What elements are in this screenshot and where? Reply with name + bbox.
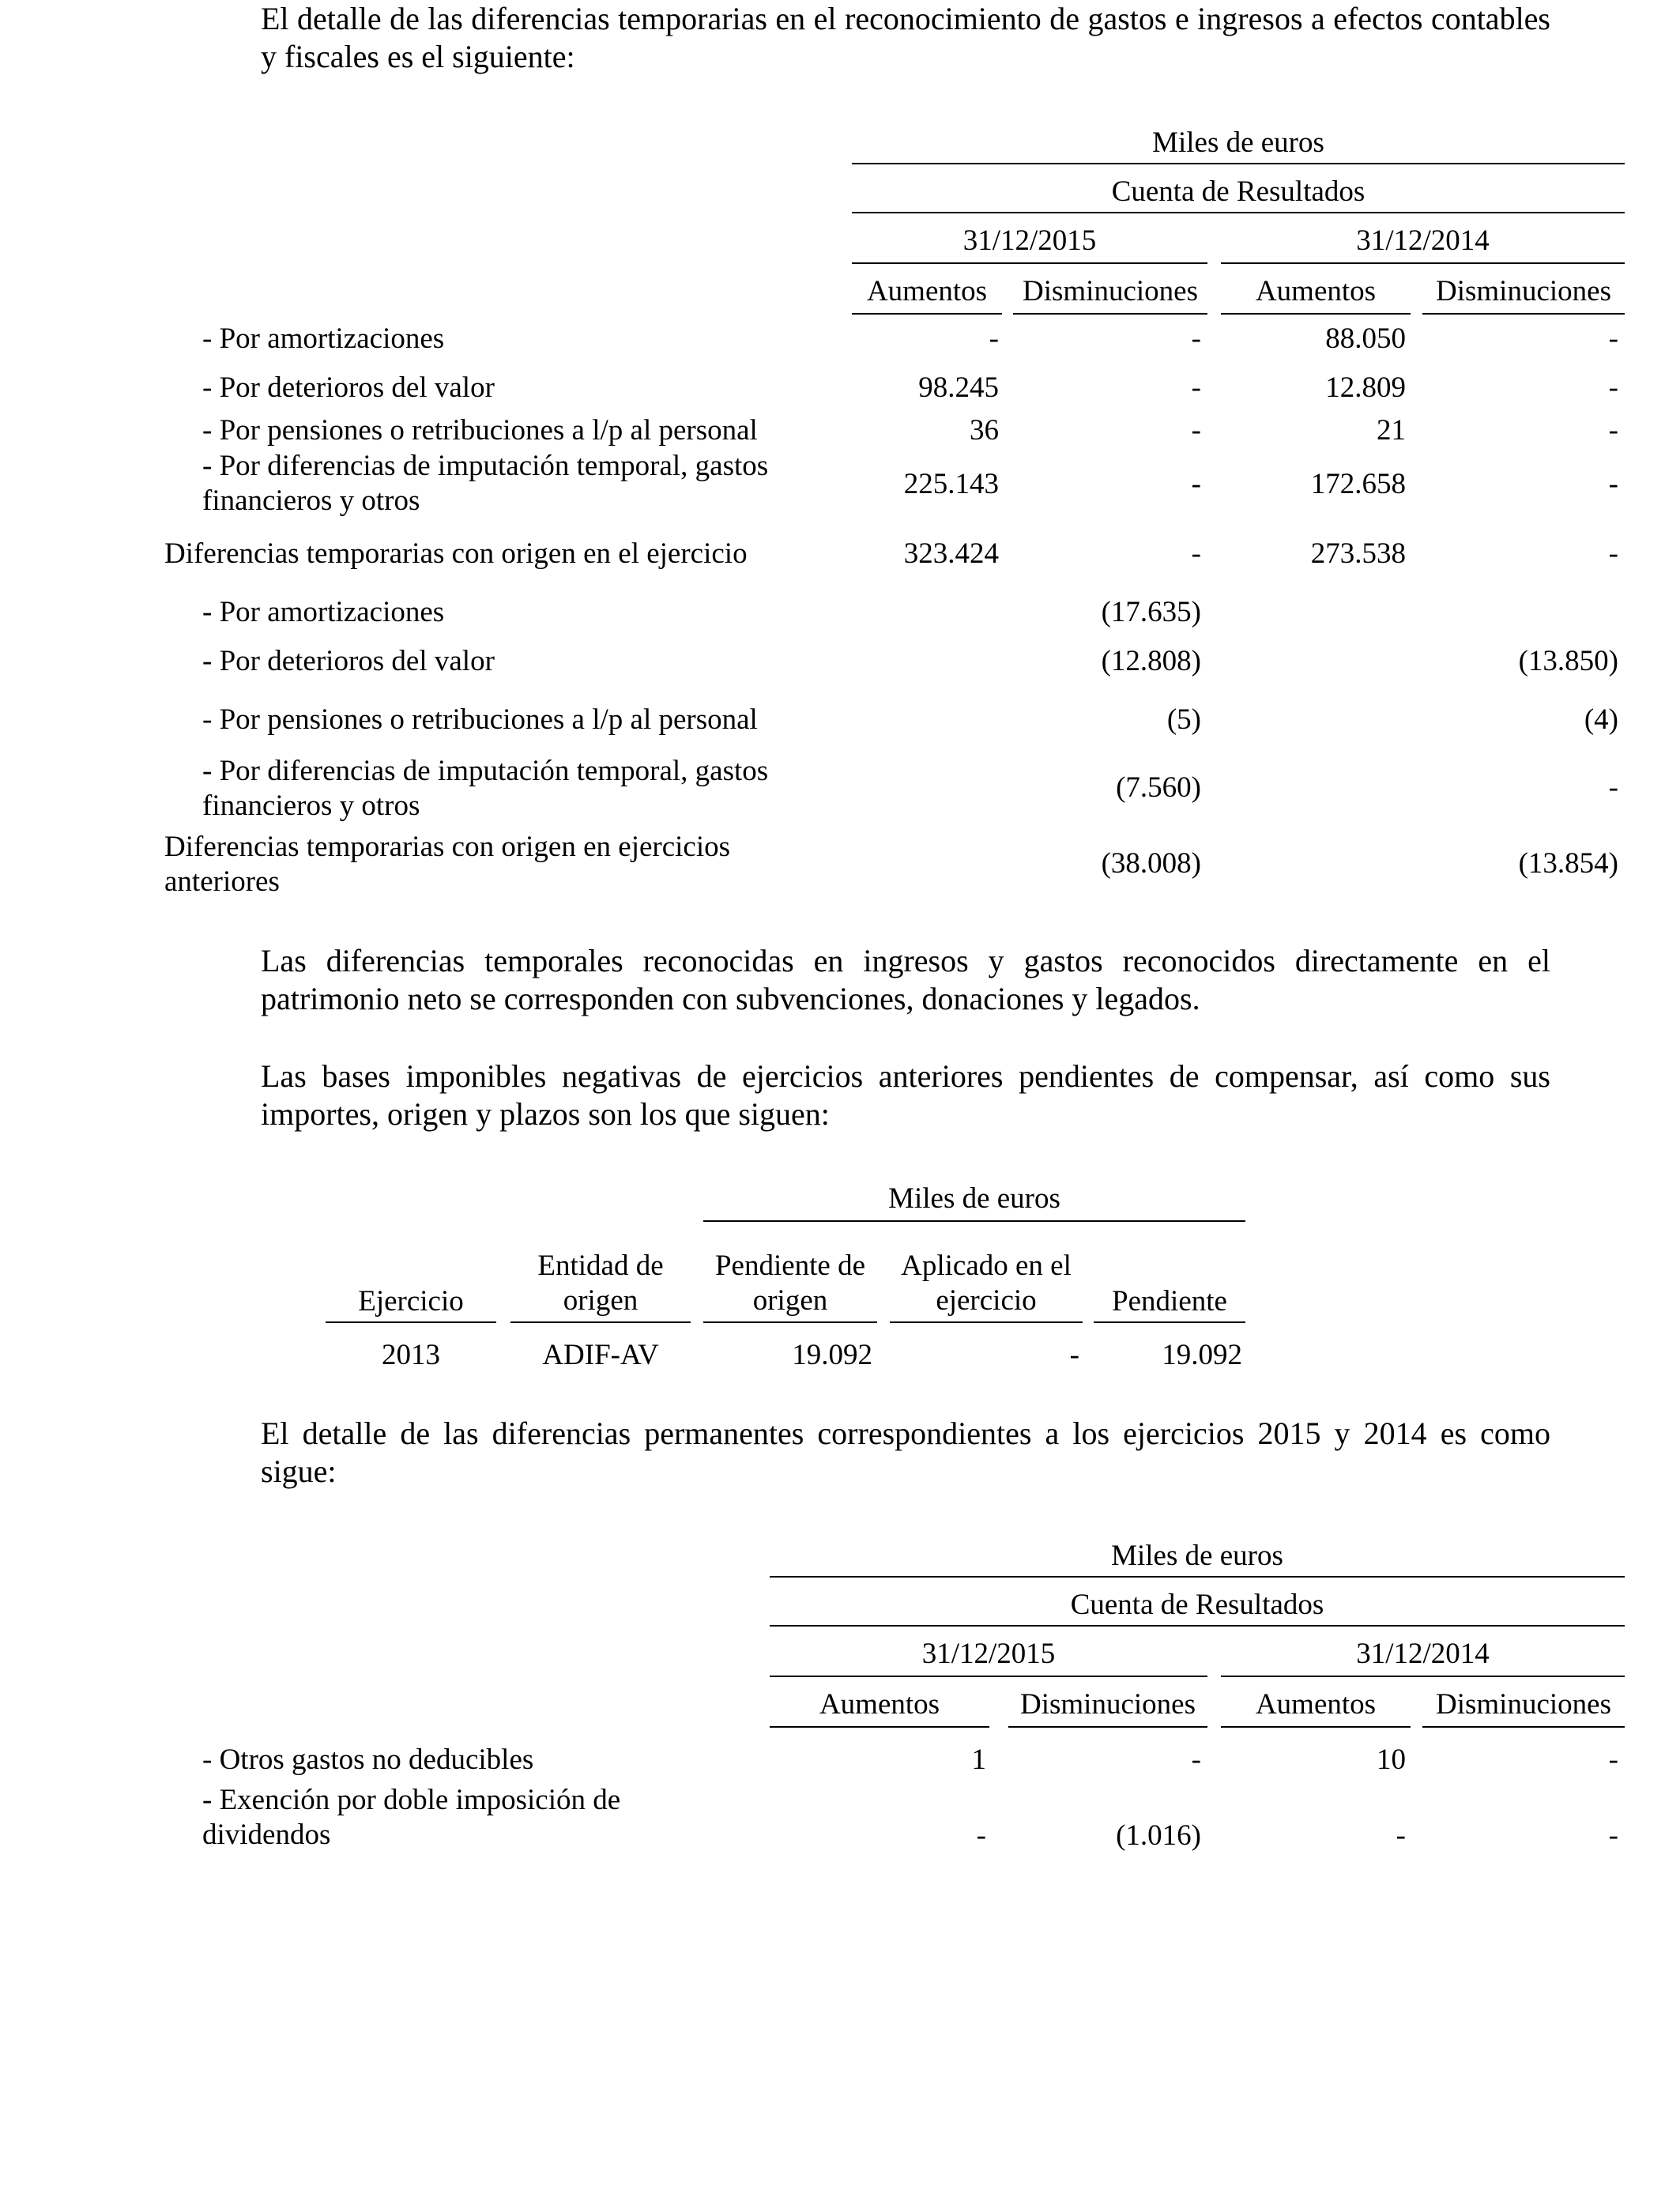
bases-paragraph: Las bases imponibles negativas de ejercicios anteriores pendientes de compensar, así como sus importes, origen y plazos son los que siguen: bbox=[261, 1058, 1550, 1132]
row-label: - Por amortizaciones bbox=[202, 596, 445, 628]
table3-col-aumentos-2015: Aumentos bbox=[819, 1688, 940, 1721]
cell-aumentos-2015: 36 bbox=[970, 414, 999, 447]
table2-unit-header: Miles de euros bbox=[888, 1182, 1060, 1215]
cell-disminuciones-2014: - bbox=[1608, 468, 1618, 500]
cell-disminuciones-2015: - bbox=[1191, 371, 1201, 404]
cell-aumentos-2015: - bbox=[989, 322, 999, 355]
table3-col-disminuciones-2015: Disminuciones bbox=[1020, 1688, 1196, 1721]
table2-col-pendiente: Pendiente bbox=[1112, 1285, 1227, 1318]
cell-disminuciones-2015: (7.560) bbox=[1116, 771, 1201, 804]
table2-rule bbox=[510, 1321, 691, 1323]
row-label: - Exención por doble imposición de dividendos bbox=[202, 1784, 621, 1851]
cell-disminuciones-2014: - bbox=[1608, 322, 1618, 355]
table3-section-header: Cuenta de Resultados bbox=[1070, 1589, 1324, 1621]
table1-date-2014: 31/12/2014 bbox=[1356, 224, 1490, 257]
cell-aumentos-2015: 1 bbox=[971, 1744, 986, 1776]
row-label: Diferencias temporarias con origen en ejercicios anteriores bbox=[164, 831, 731, 898]
table3-rule bbox=[1221, 1726, 1411, 1728]
cell-disminuciones-2014: - bbox=[1608, 414, 1618, 447]
cell-aumentos-2014: 12.809 bbox=[1325, 371, 1406, 404]
cell-entidad: ADIF-AV bbox=[542, 1339, 659, 1371]
cell-disminuciones-2015: (1.016) bbox=[1116, 1819, 1201, 1852]
table1-rule bbox=[1221, 262, 1625, 264]
cell-disminuciones-2014: (13.850) bbox=[1518, 645, 1618, 677]
cell-aumentos-2014: 172.658 bbox=[1310, 468, 1406, 500]
cell-ejercicio: 2013 bbox=[382, 1339, 440, 1371]
table3-rule bbox=[770, 1576, 1625, 1578]
table1-date-2015: 31/12/2015 bbox=[962, 224, 1097, 257]
intro-paragraph: El detalle de las diferencias temporarias en el reconocimiento de gastos e ingresos a efectos contables y fiscales es el siguiente: bbox=[261, 1, 1550, 74]
cell-disminuciones-2015: - bbox=[1191, 322, 1201, 355]
cell-aumentos-2014: - bbox=[1396, 1819, 1406, 1852]
table2-rule bbox=[703, 1321, 877, 1323]
row-label: - Otros gastos no deducibles bbox=[202, 1744, 534, 1776]
row-label: - Por diferencias de imputación temporal, gastos financieros y otros bbox=[202, 450, 769, 517]
table1-col-disminuciones-2014: Disminuciones bbox=[1436, 275, 1611, 307]
cell-aumentos-2014: 10 bbox=[1377, 1744, 1406, 1776]
table1-rule bbox=[852, 313, 1002, 315]
table1-rule bbox=[1221, 313, 1411, 315]
table2-col-entidad: Entidad de origen bbox=[537, 1250, 664, 1317]
table3-rule bbox=[1008, 1726, 1207, 1728]
row-label: - Por pensiones o retribuciones a l/p al personal bbox=[202, 703, 758, 736]
cell-disminuciones-2014: - bbox=[1608, 1744, 1618, 1776]
cell-disminuciones-2015: - bbox=[1191, 414, 1201, 447]
cell-aumentos-2015: - bbox=[976, 1819, 986, 1852]
table2-rule bbox=[1094, 1321, 1245, 1323]
row-label: Diferencias temporarias con origen en el ejercicio bbox=[164, 537, 748, 570]
cell-disminuciones-2015: - bbox=[1191, 468, 1201, 500]
row-label: - Por pensiones o retribuciones a l/p al personal bbox=[202, 414, 758, 447]
cell-disminuciones-2014: - bbox=[1608, 537, 1618, 570]
cell-disminuciones-2015: - bbox=[1191, 537, 1201, 570]
table1-section-header: Cuenta de Resultados bbox=[1111, 175, 1365, 208]
table3-col-aumentos-2014: Aumentos bbox=[1255, 1688, 1377, 1721]
table1-col-disminuciones-2015: Disminuciones bbox=[1023, 275, 1198, 307]
table1-col-aumentos-2014: Aumentos bbox=[1255, 275, 1377, 307]
table1-col-aumentos-2015: Aumentos bbox=[866, 275, 988, 307]
cell-disminuciones-2015: (5) bbox=[1166, 703, 1201, 736]
table3-rule bbox=[1221, 1676, 1625, 1677]
cell-disminuciones-2014: (4) bbox=[1584, 703, 1618, 736]
table2-rule bbox=[326, 1321, 496, 1323]
table2-rule bbox=[703, 1220, 1245, 1222]
cell-disminuciones-2014: - bbox=[1608, 771, 1618, 804]
table1-rule bbox=[852, 163, 1625, 164]
row-label: - Por deterioros del valor bbox=[202, 371, 495, 404]
cell-disminuciones-2015: - bbox=[1191, 1744, 1201, 1776]
cell-pendiente: 19.092 bbox=[1162, 1339, 1242, 1371]
table3-date-2014: 31/12/2014 bbox=[1356, 1638, 1490, 1670]
cell-aplicado: - bbox=[1069, 1339, 1079, 1371]
table3-date-2015: 31/12/2015 bbox=[921, 1638, 1056, 1670]
cell-disminuciones-2015: (12.808) bbox=[1101, 645, 1201, 677]
table3-unit-header: Miles de euros bbox=[1111, 1540, 1283, 1572]
table1-rule bbox=[1422, 313, 1625, 315]
table1-rule bbox=[852, 212, 1625, 213]
table3-rule bbox=[770, 1726, 989, 1728]
row-label: - Por diferencias de imputación temporal, gastos financieros y otros bbox=[202, 755, 769, 822]
cell-aumentos-2014: 21 bbox=[1377, 414, 1406, 447]
table1-rule bbox=[1013, 313, 1207, 315]
table2-col-ejercicio: Ejercicio bbox=[358, 1285, 464, 1318]
cell-aumentos-2015: 323.424 bbox=[903, 537, 999, 570]
cell-disminuciones-2015: (38.008) bbox=[1101, 847, 1201, 880]
cell-aumentos-2014: 88.050 bbox=[1325, 322, 1406, 355]
table3-rule bbox=[1422, 1726, 1625, 1728]
cell-aumentos-2015: 98.245 bbox=[918, 371, 999, 404]
table3-rule bbox=[770, 1676, 1207, 1677]
table3-col-disminuciones-2014: Disminuciones bbox=[1436, 1688, 1611, 1721]
patrimonio-paragraph: Las diferencias temporales reconocidas en ingresos y gastos reconocidos directamente en el patrimonio neto se corresponden con subvenciones, donaciones y legados. bbox=[261, 943, 1550, 1016]
table2-col-pendiente-origen: Pendiente de origen bbox=[714, 1250, 866, 1317]
cell-disminuciones-2014: - bbox=[1608, 1819, 1618, 1852]
permanentes-paragraph: El detalle de las diferencias permanentes correspondientes a los ejercicios 2015 y 2014 es como sigue: bbox=[261, 1416, 1550, 1489]
cell-disminuciones-2015: (17.635) bbox=[1101, 596, 1201, 628]
cell-pendiente-origen: 19.092 bbox=[792, 1339, 872, 1371]
cell-disminuciones-2014: (13.854) bbox=[1518, 847, 1618, 880]
table1-rule bbox=[852, 262, 1207, 264]
row-label: - Por deterioros del valor bbox=[202, 645, 495, 677]
table2-rule bbox=[890, 1321, 1083, 1323]
row-label: - Por amortizaciones bbox=[202, 322, 445, 355]
cell-aumentos-2014: 273.538 bbox=[1310, 537, 1406, 570]
table3-rule bbox=[770, 1625, 1625, 1627]
cell-aumentos-2015: 225.143 bbox=[903, 468, 999, 500]
table1-unit-header: Miles de euros bbox=[1152, 126, 1324, 159]
cell-disminuciones-2014: - bbox=[1608, 371, 1618, 404]
table2-col-aplicado: Aplicado en el ejercicio bbox=[901, 1250, 1072, 1317]
